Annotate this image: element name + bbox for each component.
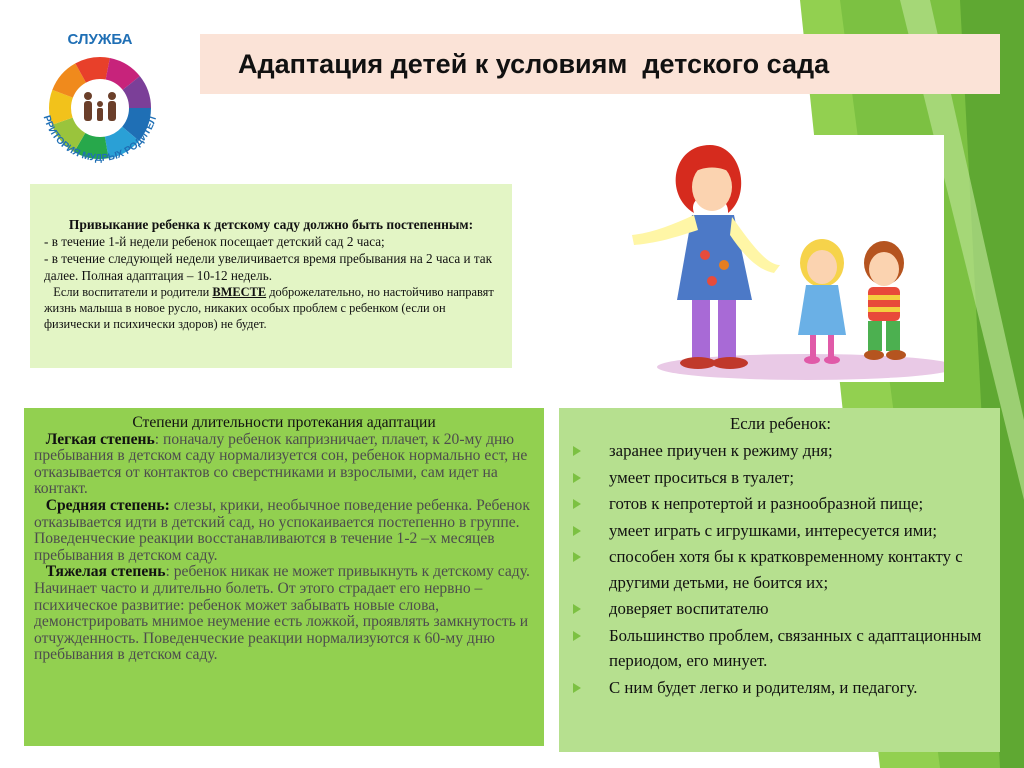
- intro-line-1: - в течение 1-й недели ребенок посещает детский сад 2 часа;: [44, 234, 385, 249]
- bullet-arrow-icon: [573, 631, 581, 641]
- logo-top-text: СЛУЖБА: [67, 31, 133, 48]
- degrees-heading: Степени длительности протекания адаптации: [132, 414, 436, 431]
- list-item: С ним будет легко и родителям, и педагогу.: [573, 675, 988, 701]
- adaptation-degrees-box: [24, 408, 544, 746]
- if-child-box: [559, 408, 1000, 752]
- bullet-arrow-icon: [573, 526, 581, 536]
- intro-box: [30, 184, 512, 368]
- girl-figure: [798, 239, 846, 364]
- bullet-arrow-icon: [573, 446, 581, 456]
- list-item: умеет проситься в туалет;: [573, 465, 988, 491]
- if-child-heading: Если ребенок:: [729, 414, 832, 433]
- degree-medium: Средняя степень: слезы, крики, необычное поведение ребенка. Ребенок отказывается идти в детский сад, но успокаивается постепенно в группе. Поведенческие реакции восстанавливаются в течение 1-2 –х месяцев пребывания в детском саду.: [34, 496, 530, 564]
- intro-paragraph-2: Если воспитатели и родители ВМЕСТЕ доброжелательно, но настойчиво направят жизнь малыша в новое русло, никаких особых проблем с ребенком (если он физически и психически здоров) не будет.: [44, 285, 494, 331]
- together-emphasis: ВМЕСТЕ: [212, 285, 267, 299]
- degree-heavy: Тяжелая степень: ребенок никак не может привыкнуть к детскому саду. Начинает часто и длительно болеть. От этого страдает его нервно – психическое развитие: ребенок может забывать новые слова, демонстрировать мнимое неумение есть ложкой, проявлять замкнутость и отчужденность. Поведенческие реакции нормализуются к 60-му дню пребывания в детском саду.: [34, 563, 530, 664]
- boy-figure: [864, 241, 906, 360]
- bullet-arrow-icon: [573, 473, 581, 483]
- intro-line-2: - в течение следующей недели увеличивается время пребывания на 2 часа и так далее. Полная адаптация – 10-12 недель.: [44, 251, 493, 283]
- service-logo: [22, 22, 178, 178]
- teacher-figure: [632, 145, 780, 369]
- bullet-arrow-icon: [573, 683, 581, 693]
- list-item: готов к непротертой и разнообразной пище;: [573, 491, 988, 517]
- list-item: умеет играть с игрушками, интересуется ими;: [573, 518, 988, 544]
- list-item: способен хотя бы к кратковременному контакту с другими детьми, не боится их;: [573, 544, 988, 595]
- list-item: доверяет воспитателю: [573, 596, 988, 622]
- logo-ring-text: РРИТОРИЯ МУДРЫХ РОДИТЕЛ: [40, 114, 160, 164]
- intro-heading: Привыкание ребенка к детскому саду должно быть постепенным:: [68, 217, 474, 232]
- if-child-list: [573, 438, 988, 700]
- list-item: заранее приучен к режиму дня;: [573, 438, 988, 464]
- list-item: Большинство проблем, связанных с адаптационным периодом, его минует.: [573, 623, 988, 674]
- degree-light: Легкая степень: поначалу ребенок капризничает, плачет, к 20-му дню пребывания в детском саду нормализуется сон, ребенок нормально ест, не отказывается от контактов со сверстниками и взрослыми, сам идет на контакт.: [34, 430, 528, 498]
- bullet-arrow-icon: [573, 604, 581, 614]
- bullet-arrow-icon: [573, 552, 581, 562]
- teacher-children-illustration: [602, 135, 944, 382]
- page-title: Адаптация детей к условиям детского сада: [238, 48, 830, 79]
- bullet-arrow-icon: [573, 499, 581, 509]
- title-banner: [200, 34, 1000, 94]
